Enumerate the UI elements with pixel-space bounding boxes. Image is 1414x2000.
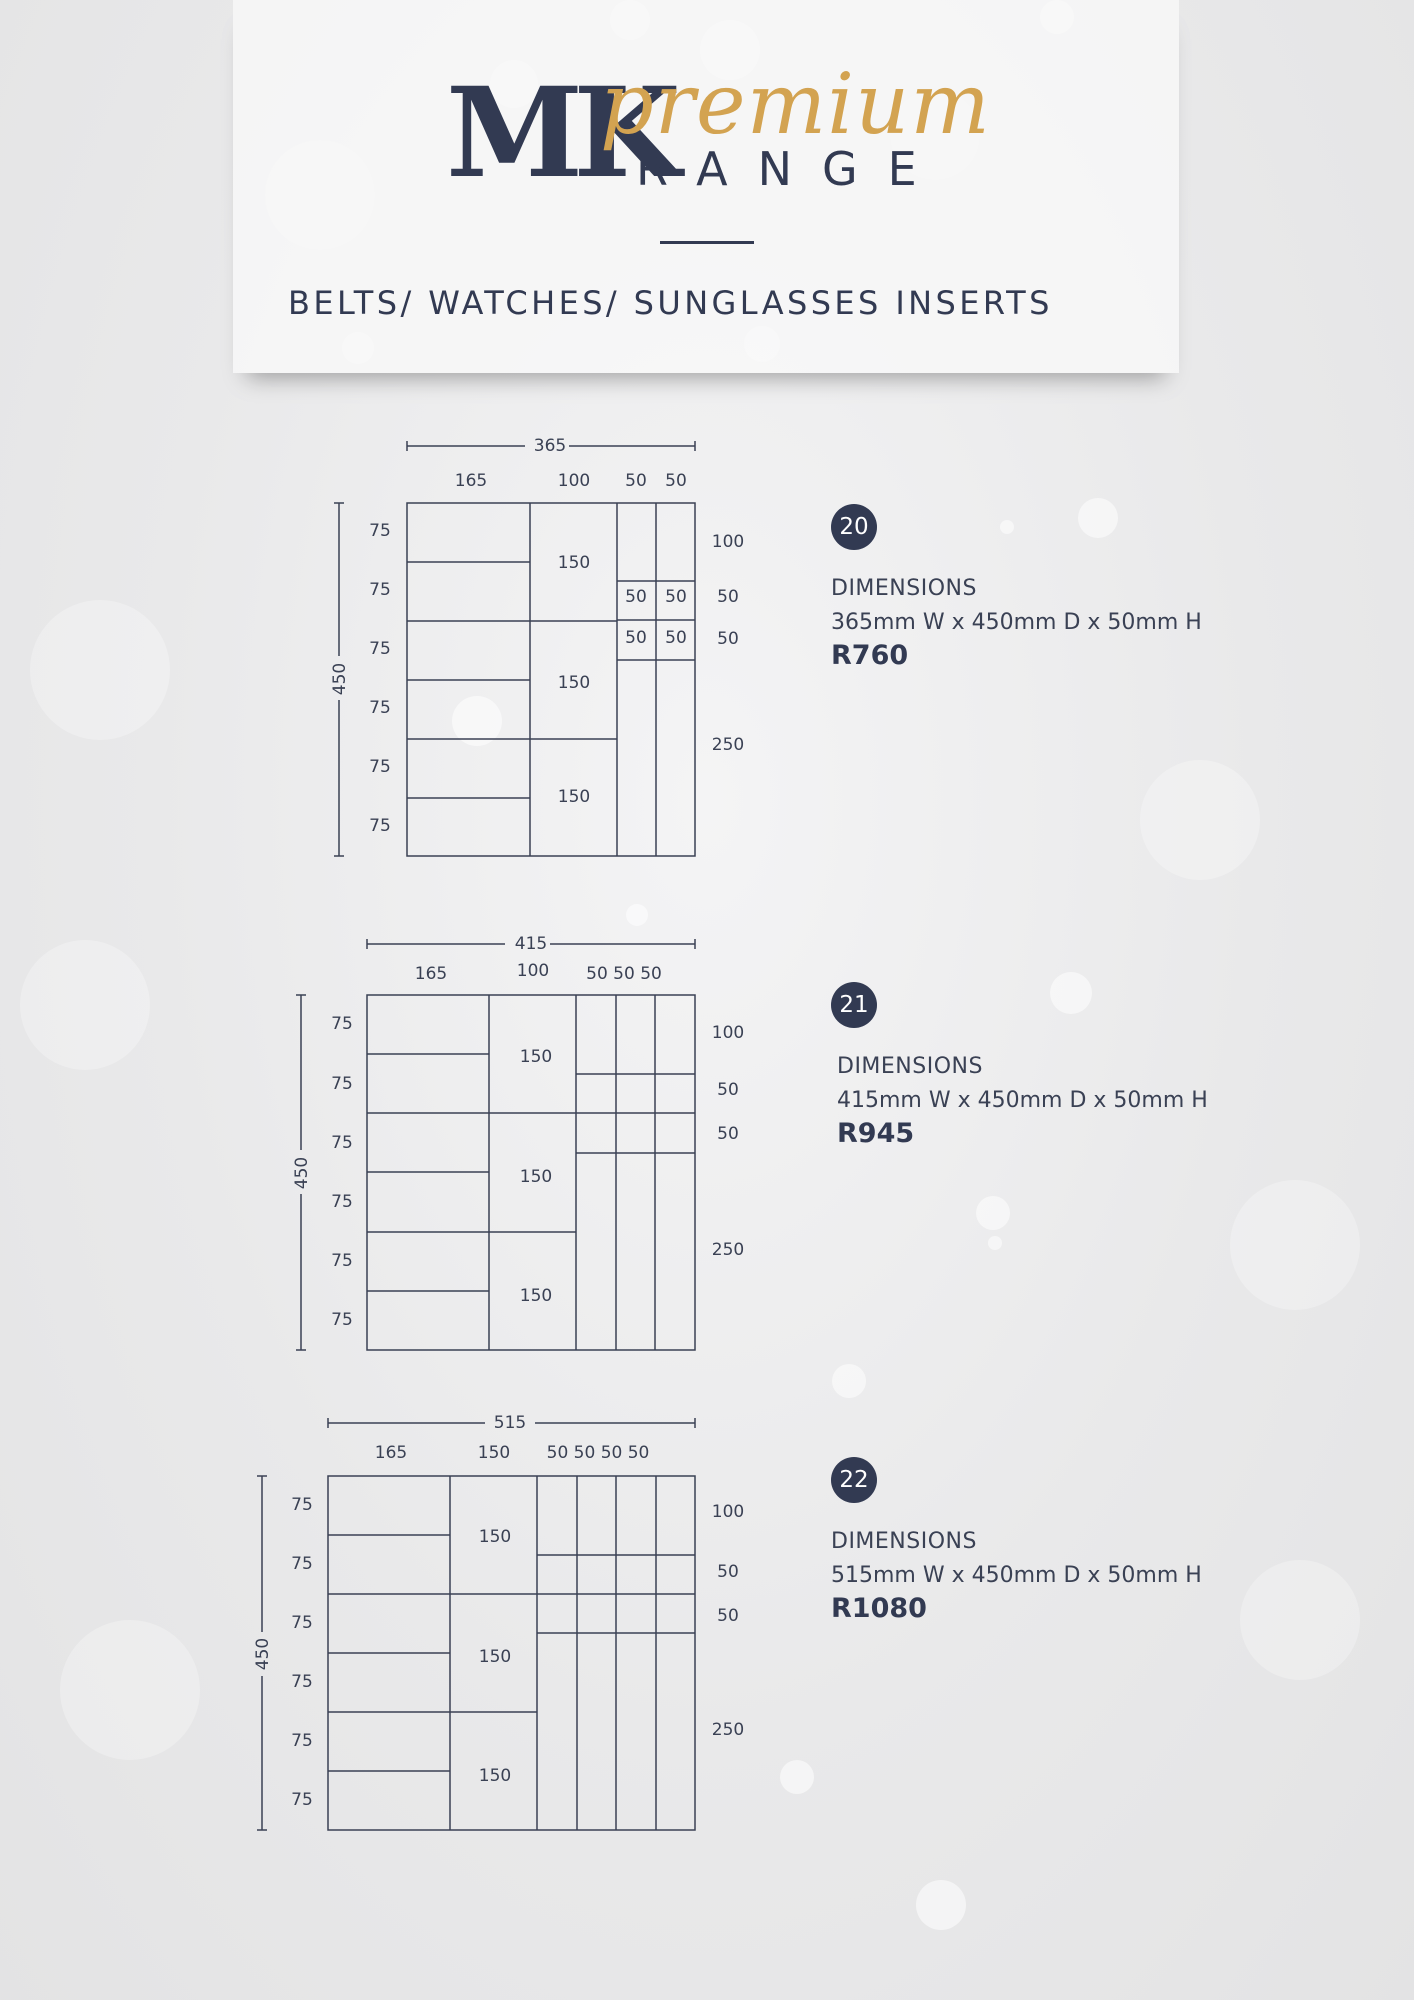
row-label: 75 — [369, 816, 391, 836]
dimensions-label: DIMENSIONS — [831, 1529, 977, 1554]
small-cell-label: 50 — [625, 587, 647, 607]
dimensions-label: DIMENSIONS — [831, 576, 977, 601]
cell-label: 150 — [478, 1527, 512, 1547]
row-label: 75 — [331, 1014, 353, 1034]
row-label: 75 — [291, 1731, 313, 1751]
cell-label: 150 — [519, 1286, 553, 1306]
right-label: 50 — [717, 1562, 739, 1582]
row-label: 75 — [369, 639, 391, 659]
right-label: 50 — [717, 1080, 739, 1100]
right-label: 50 — [717, 1124, 739, 1144]
product-price: R760 — [831, 640, 909, 671]
right-label: 250 — [711, 1240, 745, 1260]
column-label: 165 — [414, 964, 448, 984]
page-title: BELTS/ WATCHES/ SUNGLASSES INSERTS — [288, 284, 1053, 322]
column-label: 50 50 50 — [586, 964, 662, 984]
row-label: 75 — [291, 1495, 313, 1515]
column-label: 50 50 50 50 — [546, 1443, 650, 1463]
column-label: 165 — [454, 471, 488, 491]
cell-label: 150 — [557, 553, 591, 573]
row-label: 75 — [331, 1251, 353, 1271]
product-price: R945 — [837, 1118, 915, 1149]
right-label: 250 — [711, 735, 745, 755]
right-label: 100 — [711, 1023, 745, 1043]
diagram-20-labels — [330, 436, 744, 836]
row-label: 75 — [369, 521, 391, 541]
row-label: 75 — [291, 1672, 313, 1692]
cell-label: 150 — [519, 1167, 553, 1187]
row-label: 75 — [369, 580, 391, 600]
right-label: 50 — [717, 1606, 739, 1626]
column-label: 100 — [557, 471, 591, 491]
cell-label: 150 — [478, 1766, 512, 1786]
row-label: 75 — [369, 757, 391, 777]
product-number-badge: 20 — [831, 504, 877, 550]
row-label: 75 — [331, 1310, 353, 1330]
column-label: 50 — [665, 471, 687, 491]
logo-mk: MK — [446, 61, 672, 206]
dimensions-value: 365mm W x 450mm D x 50mm H — [831, 610, 1202, 635]
diagram-21-lines — [296, 939, 695, 1350]
right-label: 50 — [717, 587, 739, 607]
column-label: 100 — [516, 961, 550, 981]
row-label: 75 — [369, 698, 391, 718]
logo-premium: premium — [600, 55, 991, 153]
column-label: 50 — [625, 471, 647, 491]
row-label: 75 — [291, 1554, 313, 1574]
cell-label: 150 — [519, 1047, 553, 1067]
product-number-badge: 21 — [831, 982, 877, 1028]
column-label: 165 — [374, 1443, 408, 1463]
right-label: 100 — [711, 532, 745, 552]
dimensions-value: 515mm W x 450mm D x 50mm H — [831, 1563, 1202, 1588]
small-cell-label: 50 — [665, 587, 687, 607]
cell-label: 150 — [478, 1647, 512, 1667]
total-width-label: 515 — [493, 1413, 527, 1433]
right-label: 250 — [711, 1720, 745, 1740]
right-label: 100 — [711, 1502, 745, 1522]
cell-label: 150 — [557, 787, 591, 807]
total-width-label: 415 — [514, 934, 548, 954]
row-label: 75 — [331, 1074, 353, 1094]
height-label: 450 — [253, 1637, 273, 1671]
small-cell-label: 50 — [625, 628, 647, 648]
cell-label: 150 — [557, 673, 591, 693]
row-label: 75 — [291, 1613, 313, 1633]
dimensions-value: 415mm W x 450mm D x 50mm H — [837, 1088, 1208, 1113]
diagram-22-labels — [253, 1413, 744, 1810]
height-label: 450 — [292, 1156, 312, 1190]
row-label: 75 — [291, 1790, 313, 1810]
small-cell-label: 50 — [665, 628, 687, 648]
height-label: 450 — [330, 662, 350, 696]
logo-range: RANGE — [636, 142, 947, 196]
row-label: 75 — [331, 1192, 353, 1212]
total-width-label: 365 — [533, 436, 567, 456]
row-label: 75 — [331, 1133, 353, 1153]
diagram-21-labels — [292, 934, 744, 1330]
column-label: 150 — [477, 1443, 511, 1463]
right-label: 50 — [717, 629, 739, 649]
product-price: R1080 — [831, 1593, 927, 1624]
diagram-22-lines — [257, 1418, 695, 1830]
dimensions-label: DIMENSIONS — [837, 1054, 983, 1079]
product-number-badge: 22 — [831, 1457, 877, 1503]
